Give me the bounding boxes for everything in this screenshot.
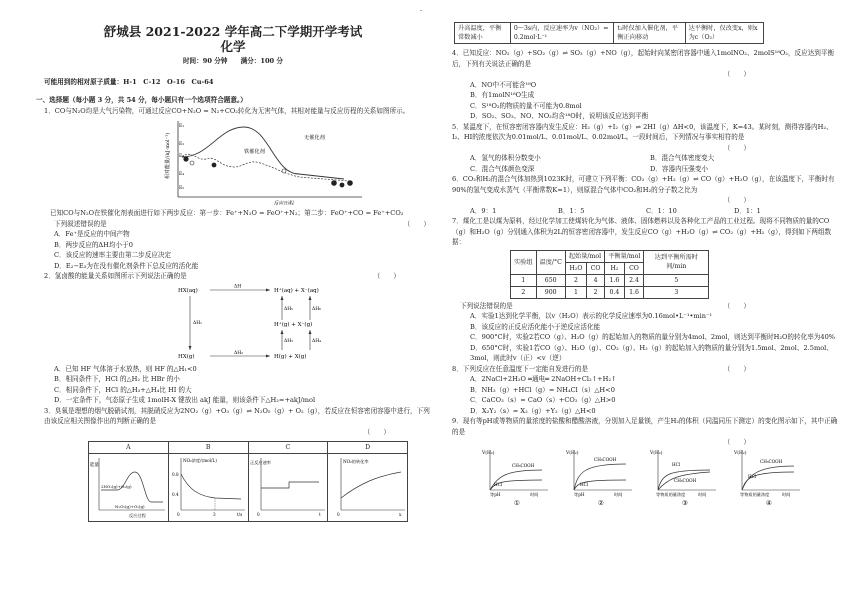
q4-paren: （ ） [723,70,750,78]
svg-text:ΔH₃: ΔH₃ [284,338,293,344]
svg-text:CH₃COOH: CH₃COOH [594,456,617,462]
svg-text:E₅: E₅ [179,186,185,191]
q3-panel-d-label: D [328,442,408,454]
q7-option-d: D．650°C时，实验1若CO（g）、H₂O（g）、CO₂（g）、H₂（g）的起始加入的物质的量分别为1.5mol、2mol、2.5mol、3mol，则此时v（正）<v（逆） [470,343,833,362]
exam-meta: 时间：90 分钟 满分：100 分 [182,57,284,65]
q4-option-a: A．NO中不可能含¹⁸O [470,80,537,89]
q3-paren: （ ） [363,427,390,436]
q3-panel-b-chart [169,454,247,518]
q2-option-b: B．相同条件下，HCl 的△H₂ 比 HBr 的小 [54,375,180,383]
q5-options-row1: A．氢气的体积分数变小 B．混合气体密度变大 [470,154,715,162]
q4-stem: 4．已知反应：NO₂（g）+SO₂（g）⇌ SO₃（g）+NO（g），起始时向某密闭容器中通入1molNO₂、2molS¹⁸O₂，反应达到平衡后，下列有关说法正确的是 [452,49,835,68]
q2-cycle-figure [178,284,348,362]
q8-option-c: C．CaCO₃（s）= CaO（s）+CO₂（g）△H>0 [470,396,616,404]
q1-option-c: C．该反应的速率主要由第二步反应决定 [54,251,172,259]
svg-text:t/s: t/s [237,512,243,517]
q8-option-b: B．NH₃（g）+HCl（g）= NH₄Cl（s）△H<0 [470,385,615,394]
svg-text:N₂O₅(g)+O₂(g): N₂O₅(g)+O₂(g) [115,504,145,509]
svg-text:④: ④ [766,498,772,506]
svg-text:0: 0 [256,512,260,517]
q7-stem: 7．煤化工是以煤为原料，经过化学加工使煤转化为气体、液体、固体燃料以及各种化工产品的工业过程。现将不同物质的量的CO（g）和H₂O（g）分别通入体积为2L的恒容密闭容器中，发生反应CO（g）+H₂O（g）⇌ CO₂（g）+H₂（g），得到如下两组数据： [452,217,832,246]
svg-text:E₁: E₁ [179,124,185,129]
q5-stem: 5．某温度下，在恒容密闭容器内发生反应：H₂（g）+I₂（g）⇌ 2HI（g）ΔH<0，该温度下，K=43。某时刻，测得容器内H₂、I₂、HI的浓度依次为0.01mol/L、0.01mol/L、0.02mol/L。一段时间后，下列情况与事实相符的是 [452,122,833,141]
svg-text:①: ① [514,498,520,506]
q3-figure-table [88,441,408,522]
top-mark: - [420,7,423,14]
svg-text:E₄: E₄ [179,172,185,177]
q2-option-c: C．相同条件下，HCl 的△H₃+△H₄比 HI 的大 [54,385,192,394]
q9-charts [482,448,840,506]
q4-option-b: B．有1molN¹⁸O生成 [470,91,535,99]
q3-option-b: 0～3s内，反应速率为v（NO₂）= 0.2mol·L⁻¹ [510,23,613,44]
q6-paren: （ ） [723,196,750,204]
svg-text:HX(aq): HX(aq) [178,287,198,294]
svg-text:HCl: HCl [672,461,681,467]
svg-text:V(H₂): V(H₂) [650,450,663,456]
q9-paren: （ ） [723,438,750,446]
svg-text:ΔH₆: ΔH₆ [312,306,321,312]
svg-text:HCl: HCl [748,473,757,479]
exam-title: 舒城县 2021-2022 学年高二下学期开学考试 [103,24,363,39]
q3-panel-a-chart [89,454,167,518]
svg-text:ΔH: ΔH [234,284,242,289]
q3-option-c: t₁时仅加入催化剂，平衡正向移动 [614,23,685,44]
section-heading: 一、选择题（每小题 3 分，共 54 分，每小题只有一个选项符合题意。） [36,96,247,104]
q3-option-a: 升高温度，平衡常数减小 [455,23,511,44]
q3-option-d: 达平衡时，仅改变x，则x为c（O₂） [685,23,763,44]
q1-y-label: 相对能量/(kJ·mol⁻¹) [165,132,171,179]
svg-text:③: ③ [682,498,688,506]
q9-charts-svg [482,448,812,506]
svg-text:x: x [398,512,401,517]
svg-text:等物质的量浓度: 等物质的量浓度 [740,491,770,497]
right-column [452,0,840,506]
svg-text:V(H₂): V(H₂) [734,450,747,456]
q1-option-b: B．两步反应的ΔH均小于0 [54,240,133,249]
svg-text:能量: 能量 [90,463,100,468]
q3-panel-c-label: C [248,442,328,454]
q8-option-a: A．2NaCl+2H₂O ═通电═ 2NaOH+Cl₂↑+H₂↑ [470,375,617,383]
svg-text:②: ② [598,498,604,506]
q1-x-label: 反应历程 [274,201,295,205]
svg-text:V(H₂): V(H₂) [482,450,495,456]
svg-text:ΔH₅: ΔH₅ [284,306,293,312]
q2-cycle-diagram [178,284,348,362]
svg-text:H⁺(aq) + X⁻(aq): H⁺(aq) + X⁻(aq) [274,287,319,294]
q3-panel-b-label: B [168,442,248,454]
svg-text:E₂: E₂ [179,142,185,147]
svg-text:ΔH₂: ΔH₂ [234,350,243,356]
q1-energy-figure [164,119,364,205]
svg-text:H(g) + X(g): H(g) + X(g) [274,353,307,360]
left-column [36,0,430,522]
q7-option-a: A．实验1达到化学平衡，以v（H₂O）表示的化学反应速率为0.16mol•L⁻¹•min⁻¹ [470,312,713,320]
q7-option-b: B．该反应的正反应活化能小于逆反应活化能 [470,322,601,331]
svg-text:t: t [318,512,321,517]
q5-options-row2: C．混合气体颜色变深 D．容器内压强变小 [470,164,709,173]
q7-question: 下列说法错误的是 （ ） [460,301,750,310]
svg-text:0: 0 [336,512,340,517]
q1-note: 已知CO与N₂O在铁催化剂表面进行如下两步反应：第一步：Fe⁺+N₂O = FeO⁺+N₂；第二步：FeO⁺+CO = Fe⁺+CO₂ [50,209,404,217]
q7-table-row: 2 900 1 2 0.4 1.6 3 [511,286,709,298]
svg-text:等pH: 等pH [574,491,585,497]
svg-text:0: 0 [177,512,180,517]
svg-text:NO₂浓度/(mol/L): NO₂浓度/(mol/L) [183,458,217,463]
svg-text:H⁺(g) + X⁻(g): H⁺(g) + X⁻(g) [274,321,313,328]
q1-energy-chart [164,119,364,205]
q7-data-table: 实验组 温度/°C 起始量/mol 平衡量/mol 达到平衡所需时间/min H₂O CO H₂ CO 1 650 2 4 1.6 2.4 5 2 900 1 2 0.4 1.6 3 [510,250,709,299]
q1-question: 下列叙述错误的是 （ ） [54,219,430,228]
q5-paren: （ ） [723,143,750,152]
q2-option-d: D．一定条件下，气态原子生成 1molH-X 键放出 akJ 能量，则该条件下△H₂=+akJ/mol [54,396,316,404]
q7-table-row: 1 650 2 4 1.6 2.4 5 [511,274,709,286]
svg-text:0.8: 0.8 [172,472,179,477]
q2-option-a: A．已知 HF 气体溶于水放热，则 HF 的△H₁<0 [54,364,197,373]
svg-text:HCl: HCl [580,481,589,487]
svg-text:CH₃COOH: CH₃COOH [674,477,697,483]
svg-text:ΔH₄: ΔH₄ [312,338,321,344]
atomic-masses: 可能用到的相对原子质量：H-1 C-12 O-16 Cu-64 [44,77,214,86]
svg-text:等pH: 等pH [490,491,501,497]
q3-stem: 3．臭氧是理想的烟气脱硝试剂，其脱硝反应为2NO₂（g）+O₃（g）⇌ N₂O₅（g）+ O₂（g），若反应在恒容密闭容器中进行，下列由该反应相关图像作出的判断正确的是 [44,406,430,425]
svg-text:时间: 时间 [782,491,791,497]
svg-text:时间: 时间 [698,491,707,497]
svg-text:V(H₂): V(H₂) [566,450,579,456]
svg-text:时间: 时间 [614,491,623,497]
q3-panel-a-label: A [89,442,169,454]
exam-subject: 化学 [220,39,246,54]
svg-text:反应过程: 反应过程 [129,513,147,518]
svg-text:0.4: 0.4 [172,492,179,497]
svg-text:NO₂的转化率: NO₂的转化率 [342,459,369,464]
svg-text:3: 3 [213,512,216,517]
svg-text:E₃: E₃ [179,154,185,159]
svg-text:等物质的量浓度: 等物质的量浓度 [656,491,686,497]
q1-stem: 1．CO与N₂O均是大气污染物，可通过反应CO+N₂O = N₂+CO₂转化为无害气体，其相对能量与反应历程的关系如图所示。 [44,106,410,115]
svg-text:CH₃COOH: CH₃COOH [760,458,783,464]
q6-options: A．9：1 B．1：5 C．1：10 D．1：1 [470,206,761,215]
q8-option-d: D．X₂Y₂（s）= X₂（g）+Y₂（g）△H<0 [470,406,596,415]
q1-line-fecat: 铁催化剂 [244,149,265,155]
q6-stem: 6．CO₂和H₂的混合气体加热到1023K时，可建立下列平衡：CO₂（g）+H₂（g）⇌ CO（g）+H₂O（g），在该温度下，平衡时有90%的氢气变成水蒸气（平衡常数K=1），则原混合气体中CO₂和H₂的分子数之比为 [452,175,835,194]
q3-panel-d-chart [329,454,407,518]
q9-stem: 9．现有等pH或等物质的量浓度的盐酸和醋酸溶液，分别加入足量镁，产生H₂的体积（同温同压下测定）的变化图示如下，其中正确的是 [452,417,838,436]
svg-text:ΔH₁: ΔH₁ [193,320,202,326]
svg-text:CH₃COOH: CH₃COOH [512,462,535,468]
q1-line-nocat: 无催化剂 [304,135,325,141]
q8-stem: 8．下列反应在任意温度下一定能自发进行的是 （ ） [452,364,750,373]
q3-panel-c-chart [249,454,327,518]
q7-option-c: C．900°C时，实验2若CO（g）、H₂O（g）的起始加入的物质的量分别为4mol、2mol，则达到平衡时H₂O的转化率为40% [470,333,836,341]
svg-text:HX(g): HX(g) [178,353,195,360]
svg-text:HCl: HCl [494,481,503,487]
svg-text:时间: 时间 [530,491,539,497]
svg-text:正反应速率: 正反应速率 [249,460,271,465]
svg-text:2NO₂(g)+O₃(g): 2NO₂(g)+O₃(g) [101,484,132,489]
q2-stem: 2．氢卤酸的能量关系如图所示下列说法正确的是 （ ） [44,272,400,280]
q4-option-c: C．S¹⁸O₂的物质的量不可能为0.8mol [470,101,582,110]
q4-option-d: D．SO₂、SO₃、NO、NO₂均含¹⁸O时，说明该反应达到平衡 [470,112,649,120]
q3-options-table [454,22,764,44]
q1-option-d: D．E₂−E₃为在没有催化剂条件下总反应的活化能 [54,261,199,270]
q1-option-a: A．Fe⁺是反应的中间产物 [54,230,130,238]
